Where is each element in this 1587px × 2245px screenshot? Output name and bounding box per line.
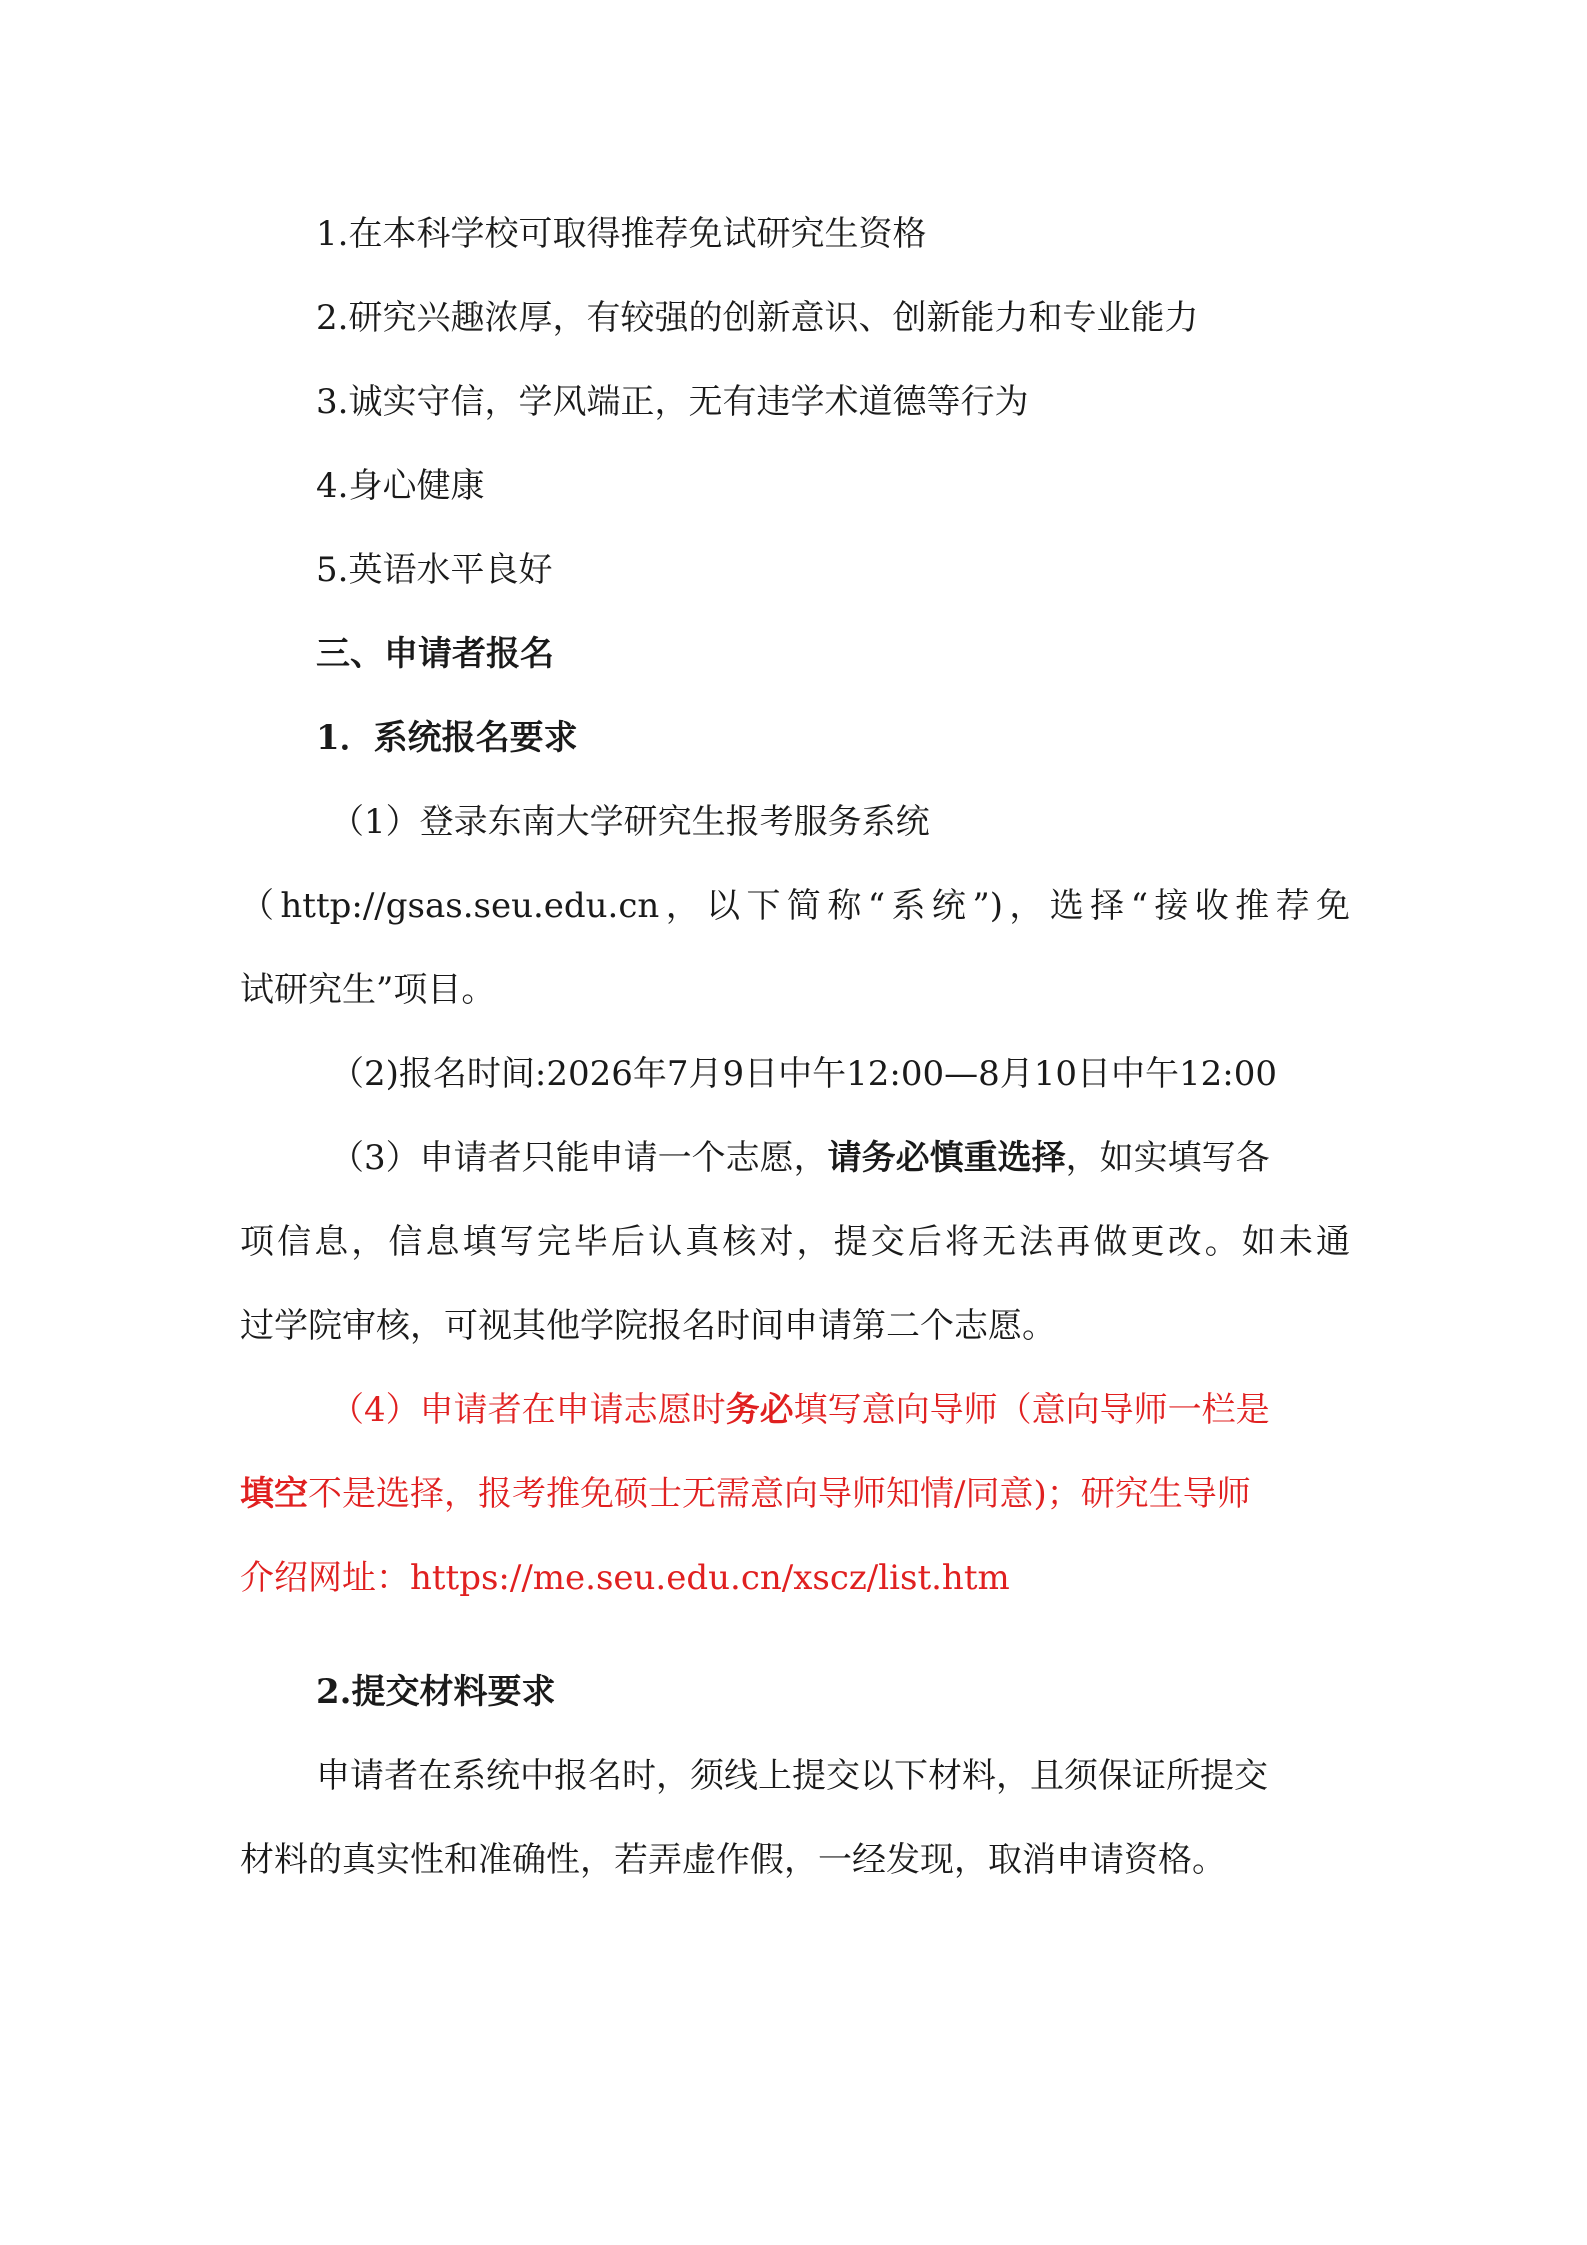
text-segment: ，如实填写各 (1065, 1138, 1270, 1178)
requirement-item: 2.研究兴趣浓厚，有较强的创新意识、创新能力和专业能力 (316, 298, 1199, 338)
paragraph-line: 过学院审核，可视其他学院报名时间申请第二个志愿。 (240, 1306, 1056, 1346)
emphasis-text: 务必 (725, 1390, 794, 1430)
emphasis-text: 请务必慎重选择 (827, 1138, 1066, 1178)
registration-time: （2)报名时间:2026年7月9日中午12:00—8月10日中午12:00 (330, 1054, 1278, 1094)
section-heading: 三、申请者报名 (316, 634, 554, 674)
text-segment: 填写意向导师（意向导师一栏是 (793, 1390, 1270, 1430)
text-segment: （3）申请者只能申请一个志愿， (330, 1138, 828, 1178)
paragraph-line: 项信息，信息填写完毕后认真核对，提交后将无法再做更改。如未通 (240, 1222, 1350, 1262)
subsection-heading: 2.提交材料要求 (316, 1672, 556, 1712)
subsection-heading: 1．系统报名要求 (316, 718, 578, 758)
paragraph-line: 申请者在系统中报名时，须线上提交以下材料，且须保证所提交 (316, 1756, 1268, 1796)
highlighted-paragraph-line (240, 1470, 1350, 1518)
paragraph-line: （1）登录东南大学研究生报考服务系统 (330, 802, 930, 842)
requirement-item: 1.在本科学校可取得推荐免试研究生资格 (316, 214, 927, 254)
highlighted-paragraph-line (330, 1386, 1350, 1434)
paragraph-line: 材料的真实性和准确性，若弄虚作假，一经发现，取消申请资格。 (240, 1840, 1226, 1880)
requirement-item: 4.身心健康 (316, 466, 485, 506)
emphasis-text: 填空 (240, 1474, 308, 1514)
paragraph-line: 试研究生”项目。 (240, 970, 496, 1010)
requirement-item: 5.英语水平良好 (316, 550, 553, 590)
advisor-url-line: 介绍网址：https://me.seu.edu.cn/xscz/list.htm (240, 1558, 1010, 1598)
text-segment: （4）申请者在申请志愿时 (330, 1390, 726, 1430)
paragraph-line (330, 1134, 1350, 1182)
requirement-item: 3.诚实守信，学风端正，无有违学术道德等行为 (316, 382, 1029, 422)
text-segment: 不是选择，报考推免硕士无需意向导师知情/同意)；研究生导师 (308, 1474, 1251, 1514)
paragraph-line: （http://gsas.seu.edu.cn，以下简称“系统”)，选择“接收推荐免 (240, 886, 1350, 926)
